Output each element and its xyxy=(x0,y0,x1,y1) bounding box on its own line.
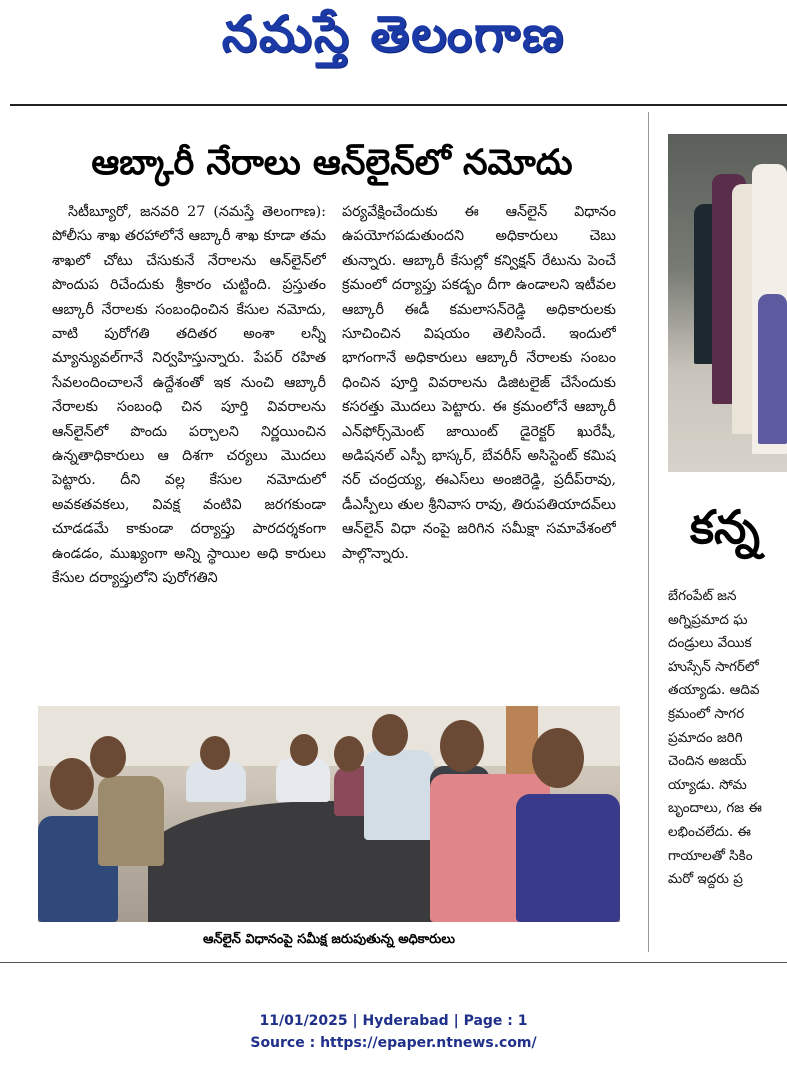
newspaper-masthead xyxy=(0,0,787,80)
column-divider xyxy=(648,112,649,952)
side-article-line: దండ్రులు వేయిక xyxy=(668,635,752,652)
masthead-divider xyxy=(10,104,787,106)
side-article-line: లభించలేదు. ఈ xyxy=(668,823,751,840)
side-article-line: బృందాలు, గజ ఈ xyxy=(668,800,762,817)
side-article-line: చెందిన అజయ్ xyxy=(668,753,747,770)
source-link[interactable]: Source : https://epaper.ntnews.com/ xyxy=(250,1035,537,1051)
photo-caption: ఆన్‌లైన్ విధానంపై సమీక్ష జరుపుతున్న అధికారులు xyxy=(203,932,455,947)
article-column-2: పర్యవేక్షించేందుకు ఈ ఆన్‌లైన్ విధానం ఉపయోగపడుతుందని అధికారులు చెబు తున్నారు. ఆబ్కారీ కేసుల్లో కన్విక్షన్ రేటును పెంచే క్రమంలో దర్యాప్తు పకడ్బం దీగా ఉండాలని ఇటీవల ఆబ్కారీ ఈడీ కమలాసన్‌రెడ్డి అధికారులకు సూచించిన విషయం తెలిసిందే. ఇందులో భాగంగానే అధికారులు ఆబ్కారీ నేరాలకు సంబం ధించిన పూర్తి వివరాలను డిజిటలైజ్ చేసేందుకు కసరత్తు మొదలు పెట్టారు. ఈ క్రమంలోనే ఆబ్కారీ ఎన్‌ఫోర్స్‌మెంట్ జాయింట్ డైరెక్టర్ ఖురేషీ, అడిషనల్ ఎస్పీ భాస్కర్, బేవరీస్ అసిస్టెంట్ కమిష నర్ చంద్రయ్య, ఈఎస్‌లు అంజిరెడ్డి, ప్రదీప్‌రావు, డీఎస్పీలు తుల శ్రీనివాస రావు, తిరుపతియాదవ్‌లు ఆన్‌లైన్ విధా నంపై జరిగిన సమీక్షా సమావేశంలో పాల్గొన్నారు. xyxy=(342,204,616,562)
side-article-line: గాయాలతో సికిం xyxy=(668,847,753,864)
side-article-line: ప్రమాదం జరిగి xyxy=(668,729,743,746)
edition-info: 11/01/2025 | Hyderabad | Page : 1 xyxy=(259,1013,528,1029)
side-article-photo xyxy=(668,134,787,472)
side-article-line: తయ్యాడు. ఆదివ xyxy=(668,682,760,699)
article-headline: ఆబ్కారీ నేరాలు ఆన్‌లైన్‌లో నమోదు xyxy=(91,143,573,183)
page-bottom-rule xyxy=(0,962,787,963)
side-article-line: బేగంపేట్ జన xyxy=(668,588,737,604)
meeting-photo xyxy=(38,706,620,922)
side-article-line: అగ్నిప్రమాద ఘ xyxy=(668,611,748,628)
article-column-1: సిటీబ్యూరో, జనవరి 27 (నమస్తే తెలంగాణ): పోలీసు శాఖ తరహాలోనే ఆబ్కారీ శాఖ కూడా తమ శాఖలో చోటు చేసుకునే నేరాలను ఆన్‌లైన్‌లో పొందుప రిచేందుకు శ్రీకారం చుట్టింది. ప్రస్తుతం ఆబ్కారీ నేరాలకు సంబంధించిన కేసుల నమోదు, వాటి పురోగతి తదితర అంశా లన్నీ మ్యాన్యువల్‌గానే నిర్వహిస్తున్నారు. పేపర్ రహిత సేవలందించాలనే ఉద్దేశంతో ఇక నుంచి ఆబ్కారీ నేరాలకు సంబంధి చిన పూర్తి వివరాలను ఆన్‌లైన్‌లో పొందు పర్చాలని నిర్ణయించిన ఉన్నతాధికారులు ఆ దిశగా చర్యలు మొదలు పెట్టారు. దీని వల్ల కేసుల నమోదులో అవకతవకలు, వివక్ష వంటివి జరగకుండా చూడడమే కాకుండా దర్యాప్తు పారదర్శకంగా ఉండడం, ముఖ్యంగా అన్ని స్థాయిల అధి కారులు కేసుల దర్యాప్తులోని పురోగతిని xyxy=(52,204,326,587)
side-article-line: హుస్సేన్ సాగర్‌లో xyxy=(668,658,759,675)
side-article-headline: కన్న xyxy=(690,500,760,554)
side-article-line: య్యాడు. సోమ xyxy=(668,776,747,793)
side-article-line: మరో ఇద్దరు ప్ర xyxy=(668,871,743,888)
side-article-text xyxy=(668,585,787,947)
masthead-title: నమస్తే తెలంగాణ xyxy=(221,4,566,63)
side-article-line: క్రమంలో సాగర xyxy=(668,705,745,722)
page-footer xyxy=(0,1010,787,1054)
